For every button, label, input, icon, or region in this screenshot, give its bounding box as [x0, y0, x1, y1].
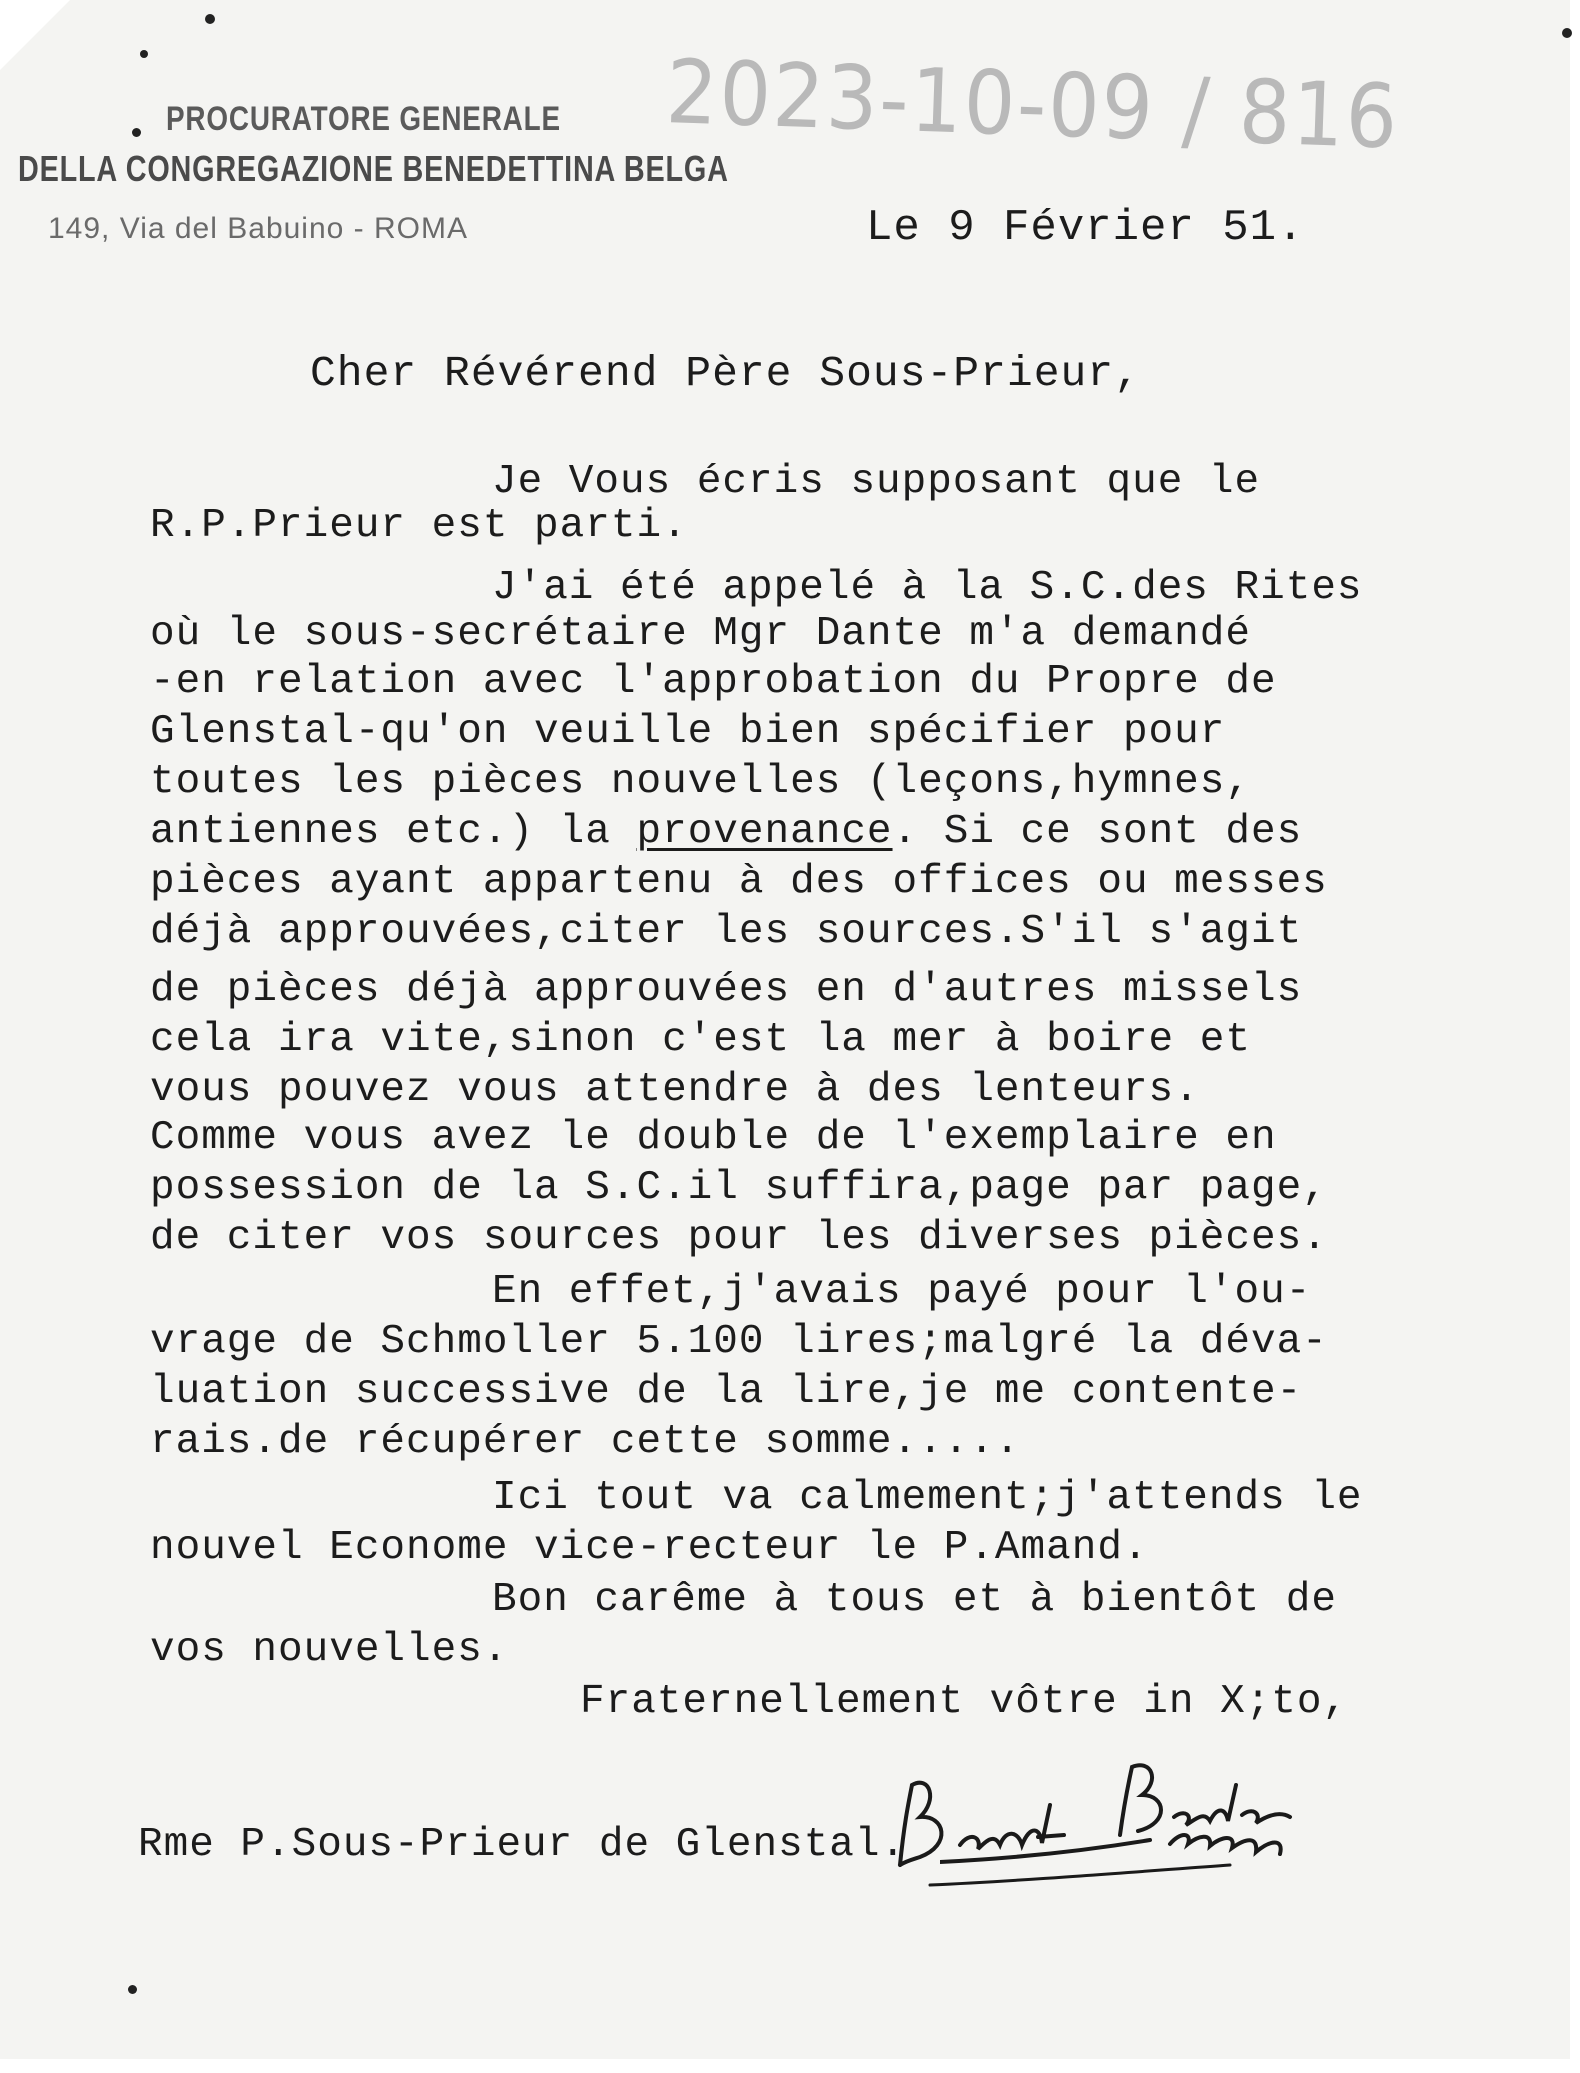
- paraph-mark: [940, 1810, 1360, 1870]
- body-line: cela ira vite,sinon c'est la mer à boire et: [150, 1017, 1251, 1063]
- body-line: J'ai été appelé à la S.C.des Rites: [492, 565, 1363, 611]
- letterhead-address: 149, Via del Babuino - ROMA: [48, 212, 469, 245]
- ink-speck: [128, 1985, 137, 1994]
- body-line: déjà approuvées,citer les sources.S'il s'agit: [150, 909, 1303, 955]
- body-line: Ici tout va calmement;j'attends le: [492, 1475, 1363, 1521]
- body-line: possession de la S.C.il suffira,page par page,: [150, 1165, 1328, 1211]
- body-line: luation successive de la lire,je me contente-: [150, 1369, 1303, 1415]
- body-line: Bon carême à tous et à bientôt de: [492, 1577, 1337, 1623]
- letterhead-line-2: DELLA CONGREGAZIONE BENEDETTINA BELGA: [18, 148, 729, 189]
- body-line: de citer vos sources pour les diverses pièces.: [150, 1215, 1328, 1261]
- body-line: vous pouvez vous attendre à des lenteurs.: [150, 1067, 1200, 1113]
- archive-reference: 2023-10-09 / 816: [664, 40, 1401, 169]
- body-line: En effet,j'avais payé pour l'ou-: [492, 1269, 1312, 1315]
- body-text-fragment: . Si ce sont des: [892, 809, 1303, 855]
- closing: Fraternellement vôtre in X;to,: [580, 1679, 1349, 1725]
- body-line: vrage de Schmoller 5.100 lires;malgré la déva-: [150, 1319, 1328, 1365]
- addressee: Rme P.Sous-Prieur de Glenstal.: [138, 1822, 907, 1868]
- body-line: R.P.Prieur est parti.: [150, 503, 688, 549]
- underlined-word: provenance: [636, 809, 893, 855]
- body-line: pièces ayant appartenu à des offices ou messes: [150, 859, 1328, 905]
- letter-date: Le 9 Février 51.: [866, 203, 1305, 253]
- body-line: Comme vous avez le double de l'exemplaire en: [150, 1115, 1277, 1161]
- ink-speck: [132, 128, 141, 137]
- letterhead-line-1: PROCURATORE GENERALE: [166, 100, 561, 138]
- salutation: Cher Révérend Père Sous-Prieur,: [310, 349, 1141, 398]
- body-text-fragment: antiennes etc.) la: [150, 809, 611, 855]
- body-line: Je Vous écris supposant que le: [492, 459, 1261, 505]
- body-line: de pièces déjà approuvées en d'autres missels: [150, 967, 1303, 1013]
- body-line: -en relation avec l'approbation du Propre de: [150, 659, 1277, 705]
- ink-speck: [140, 50, 148, 58]
- body-line: nouvel Econome vice-recteur le P.Amand.: [150, 1525, 1149, 1571]
- body-line: où le sous-secrétaire Mgr Dante m'a demandé: [150, 611, 1251, 657]
- body-line: Glenstal-qu'on veuille bien spécifier pour: [150, 709, 1226, 755]
- body-line: vos nouvelles.: [150, 1627, 509, 1673]
- ink-speck: [205, 14, 215, 24]
- ink-speck: [1562, 28, 1572, 38]
- body-line: [150, 809, 1303, 855]
- body-line: toutes les pièces nouvelles (leçons,hymnes,: [150, 759, 1251, 805]
- body-line: rais.de récupérer cette somme.....: [150, 1419, 1021, 1465]
